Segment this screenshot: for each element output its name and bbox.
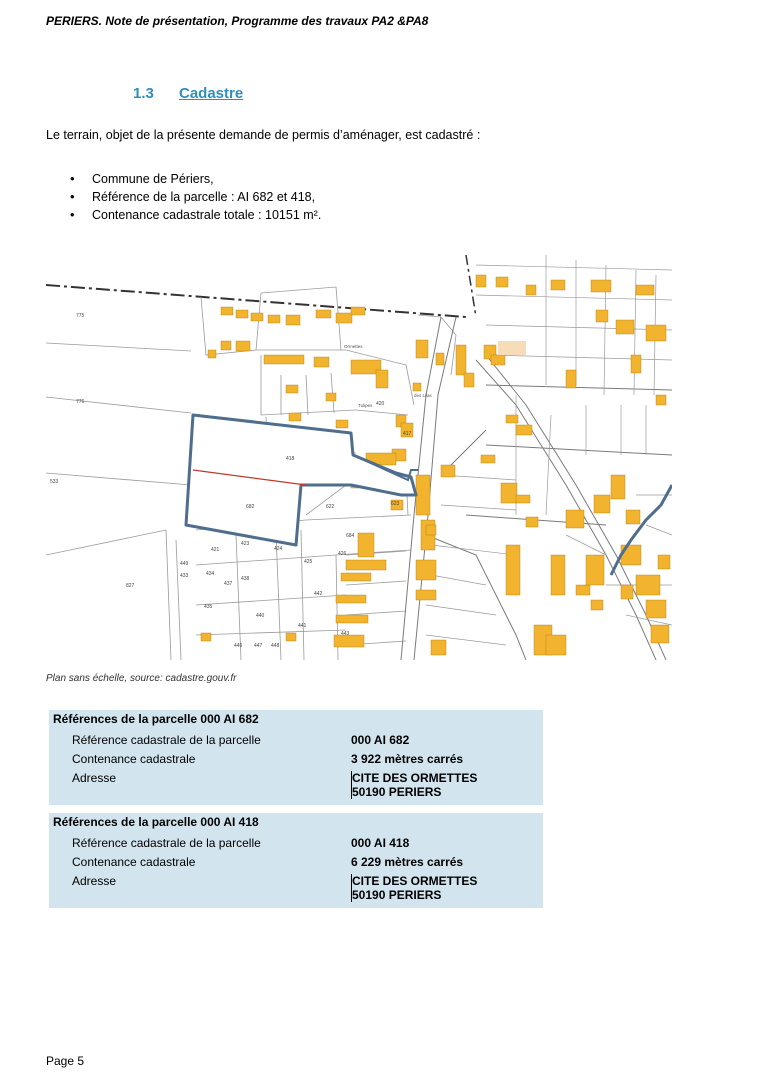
bullet-list: [70, 170, 321, 224]
area-value: 3 922 mètres carrés: [351, 752, 464, 766]
map-label: 425: [304, 559, 313, 565]
street-label: des Lilas: [414, 393, 432, 398]
map-label: 440: [256, 613, 265, 619]
map-label: 420: [376, 401, 385, 407]
parcel-table-418: [49, 813, 543, 908]
map-label: 776: [76, 399, 85, 405]
map-label: 437: [224, 581, 233, 587]
intro-paragraph: Le terrain, objet de la présente demande de permis d’aménager, est cadastré :: [46, 128, 481, 142]
address-line1: CITE DES ORMETTES: [352, 771, 478, 785]
map-label: 447: [254, 643, 263, 649]
map-label: 682: [246, 504, 255, 510]
address-line2: 50190 PERIERS: [352, 785, 442, 799]
reference-label: Référence cadastrale de la parcelle: [72, 836, 261, 850]
map-label: 424: [274, 546, 283, 552]
reference-label: Référence cadastrale de la parcelle: [72, 733, 261, 747]
map-label: 448: [271, 643, 280, 649]
map-label: 423: [241, 541, 250, 547]
parcel-row-address: [49, 872, 543, 910]
page-number: Page 5: [46, 1054, 85, 1068]
bullet-commune: • Commune de Périers,: [70, 170, 321, 188]
section-heading: [133, 85, 243, 102]
map-label: 622: [326, 504, 335, 510]
street-label: Ormettes: [344, 344, 363, 349]
parcel-row-reference: [49, 834, 543, 853]
reference-value: 000 AI 682: [351, 733, 410, 747]
map-label: 449: [180, 561, 189, 567]
map-label: 533: [50, 479, 59, 485]
map-label: 442: [314, 591, 323, 597]
parcel-table-title: Références de la parcelle 000 AI 682: [53, 712, 259, 726]
section-number: 1.3: [133, 85, 154, 102]
map-label: 623: [391, 501, 400, 507]
parcel-row-area: [49, 750, 543, 769]
map-label: 438: [241, 576, 250, 582]
map-label: 435: [204, 604, 213, 610]
parcel-table-title: Références de la parcelle 000 AI 418: [53, 815, 259, 829]
map-label: 418: [286, 456, 295, 462]
parcel-row-reference: [49, 731, 543, 750]
map-label: 421: [211, 547, 220, 553]
address-label: Adresse: [72, 874, 117, 888]
map-label: 827: [126, 583, 135, 589]
reference-value: 000 AI 418: [351, 836, 410, 850]
map-label: 417: [403, 431, 412, 437]
map-label: 433: [180, 573, 189, 579]
section-title[interactable]: Cadastre: [179, 85, 244, 102]
map-label: 446: [234, 643, 243, 649]
map-caption: Plan sans échelle, source: cadastre.gouv.fr: [46, 673, 237, 684]
parcel-table-682: [49, 710, 543, 805]
map-label: 775: [76, 313, 85, 319]
map-label: 426: [338, 551, 347, 557]
address-value: [351, 874, 477, 902]
street-label: Tulipes: [358, 403, 373, 408]
map-label: 443: [341, 631, 350, 637]
address-label: Adresse: [72, 771, 117, 785]
area-label: Contenance cadastrale: [72, 752, 196, 766]
address-value: [351, 771, 477, 799]
parcel-row-address: [49, 769, 543, 807]
map-label: 441: [298, 623, 307, 629]
bullet-contenance: • Contenance cadastrale totale : 10151 m².: [70, 206, 321, 224]
area-value: 6 229 mètres carrés: [351, 855, 464, 869]
address-line1: CITE DES ORMETTES: [352, 874, 478, 888]
address-line2: 50190 PERIERS: [352, 888, 442, 902]
bullet-reference: • Référence de la parcelle : AI 682 et 418,: [70, 188, 321, 206]
page-header: PERIERS. Note de présentation, Programme des travaux PA2 &PA8: [46, 14, 429, 28]
map-label: 684: [346, 533, 355, 539]
map-label: 434: [206, 571, 215, 577]
parcel-row-area: [49, 853, 543, 872]
area-label: Contenance cadastrale: [72, 855, 196, 869]
cadastre-map: [46, 255, 672, 660]
